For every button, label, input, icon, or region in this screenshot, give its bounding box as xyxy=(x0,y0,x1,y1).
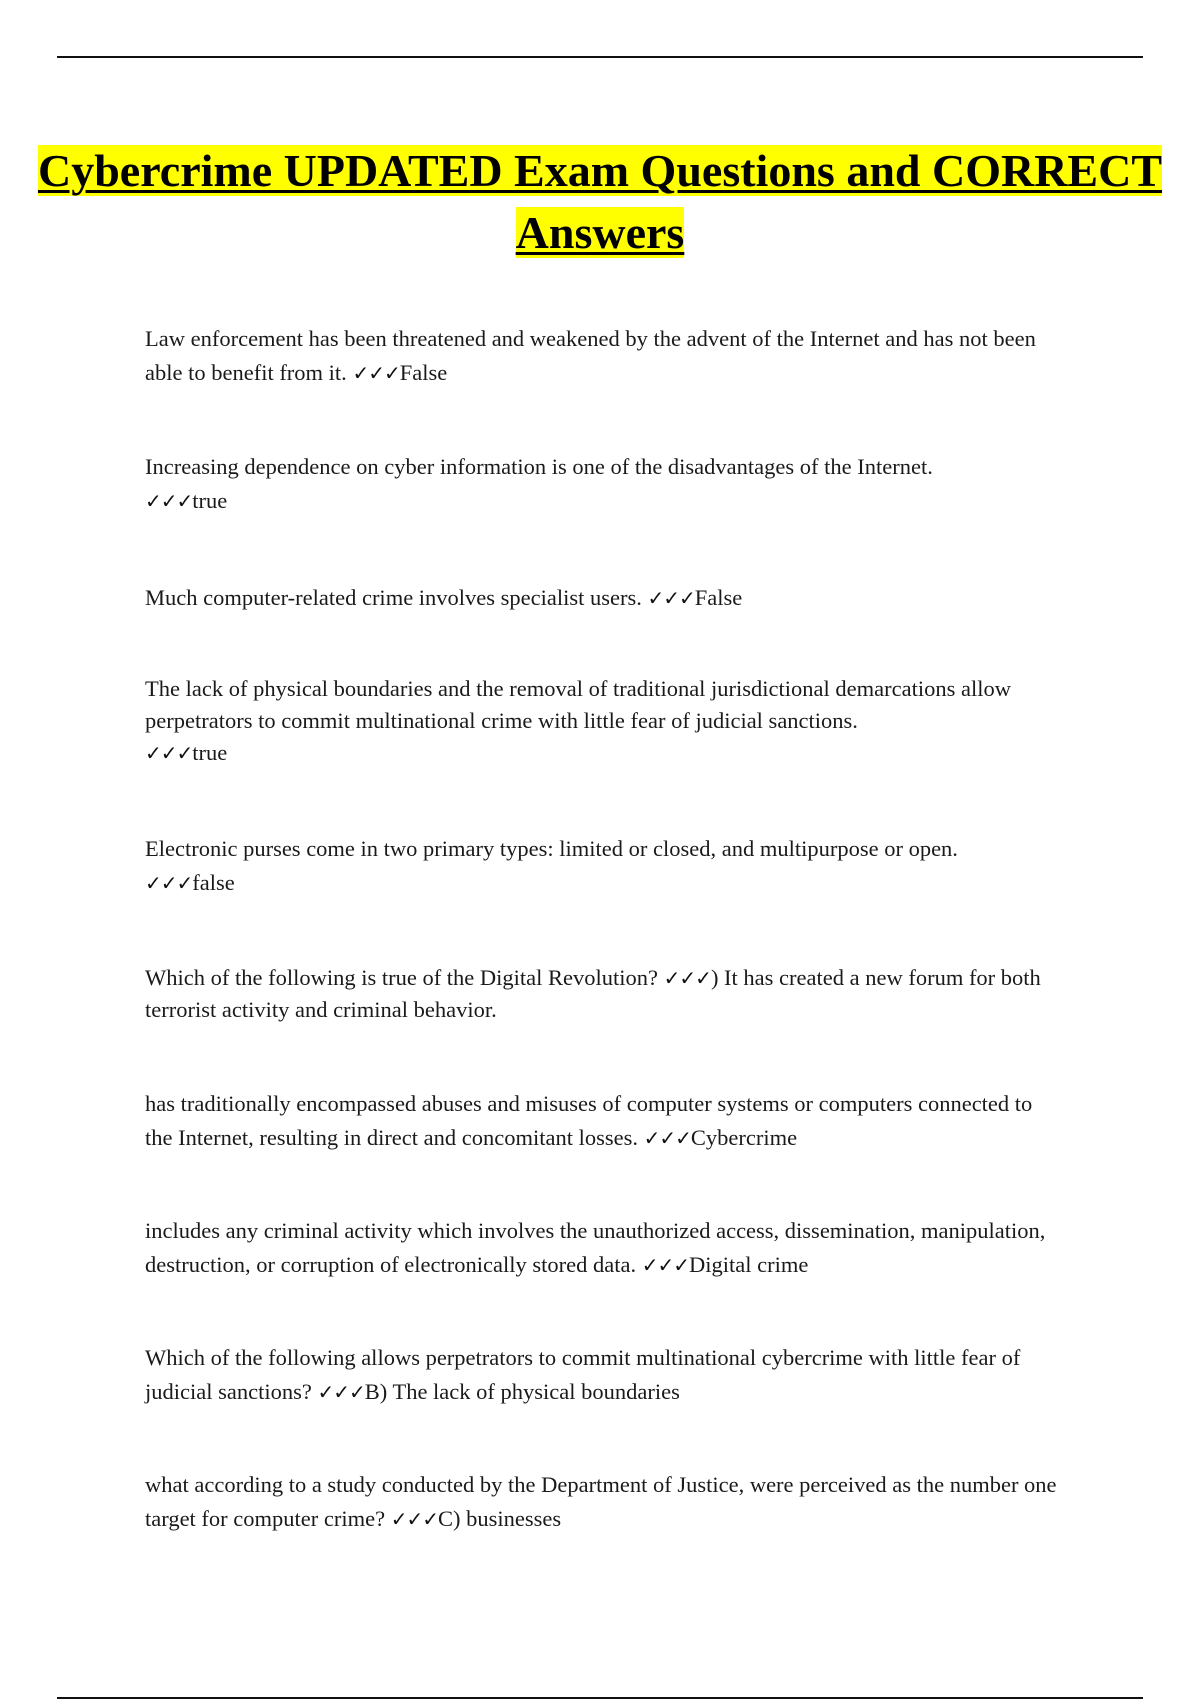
check-marks-icon: ✓✓✓ xyxy=(145,741,193,765)
check-marks-icon: ✓✓✓ xyxy=(145,871,193,895)
answer-text: false xyxy=(192,870,235,895)
question-text: The lack of physical boundaries and the removal of traditional jurisdictional demarcations allow perpetrators to commit multinational crime with little fear of judicial sanctions. xyxy=(145,676,1011,733)
top-rule xyxy=(57,56,1143,58)
document-title: Cybercrime UPDATED Exam Questions and CORRECT Answers xyxy=(37,145,1163,258)
check-marks-icon: ✓✓✓ xyxy=(145,489,193,513)
qa-item xyxy=(145,450,1065,518)
check-marks-icon: ✓✓✓ xyxy=(641,1253,689,1277)
qa-item xyxy=(145,1087,1065,1155)
question-text: Law enforcement has been threatened and weakened by the advent of the Internet and has not been able to benefit from it. xyxy=(145,326,1036,385)
check-marks-icon: ✓✓✓ xyxy=(647,586,695,610)
answer-text: C) businesses xyxy=(438,1506,562,1531)
check-marks-icon: ✓✓✓ xyxy=(390,1507,439,1531)
check-marks-icon: ✓✓✓ xyxy=(352,361,400,385)
qa-item xyxy=(145,581,1065,615)
answer-text: B) The lack of physical boundaries xyxy=(364,1379,680,1404)
question-text: Which of the following allows perpetrators to commit multinational cybercrime with little fear of judicial sanctions? xyxy=(145,1345,1021,1404)
qa-item xyxy=(145,322,1065,390)
question-text: Electronic purses come in two primary types: limited or closed, and multipurpose or open. xyxy=(145,836,958,861)
answer-text: true xyxy=(192,488,228,513)
answer-text: Digital crime xyxy=(688,1252,809,1277)
question-text: Much computer-related crime involves specialist users. xyxy=(145,585,648,610)
answer-text: False xyxy=(694,585,743,610)
qa-item xyxy=(145,1468,1065,1536)
question-text: what according to a study conducted by the Department of Justice, were perceived as the number one target for computer crime? xyxy=(145,1472,1057,1531)
answer-text: Cybercrime xyxy=(690,1125,798,1150)
qa-item xyxy=(145,832,1065,900)
qa-item xyxy=(145,673,1065,769)
check-marks-icon: ✓✓✓ xyxy=(317,1380,365,1404)
qa-item xyxy=(145,962,1065,1025)
answer-text: true xyxy=(192,740,228,765)
question-text: includes any criminal activity which involves the unauthorized access, dissemination, manipulation, destruction, or corruption of electronically stored data. xyxy=(145,1218,1046,1277)
bottom-rule xyxy=(57,1697,1143,1699)
question-text: Which of the following is true of the Digital Revolution? xyxy=(145,965,664,990)
answer-text: False xyxy=(399,360,448,385)
qa-item xyxy=(145,1214,1065,1282)
question-text: has traditionally encompassed abuses and misuses of computer systems or computers connected to the Internet, resulting in direct and concomitant losses. xyxy=(145,1091,1033,1150)
check-marks-icon: ✓✓✓ xyxy=(643,1126,691,1150)
answer-text: ) It has created a new forum for both terrorist activity and criminal behavior. xyxy=(145,965,1041,1022)
title-block xyxy=(0,140,1200,264)
check-marks-icon: ✓✓✓ xyxy=(663,966,711,990)
qa-item xyxy=(145,1341,1065,1409)
question-text: Increasing dependence on cyber information is one of the disadvantages of the Internet. xyxy=(145,454,933,479)
